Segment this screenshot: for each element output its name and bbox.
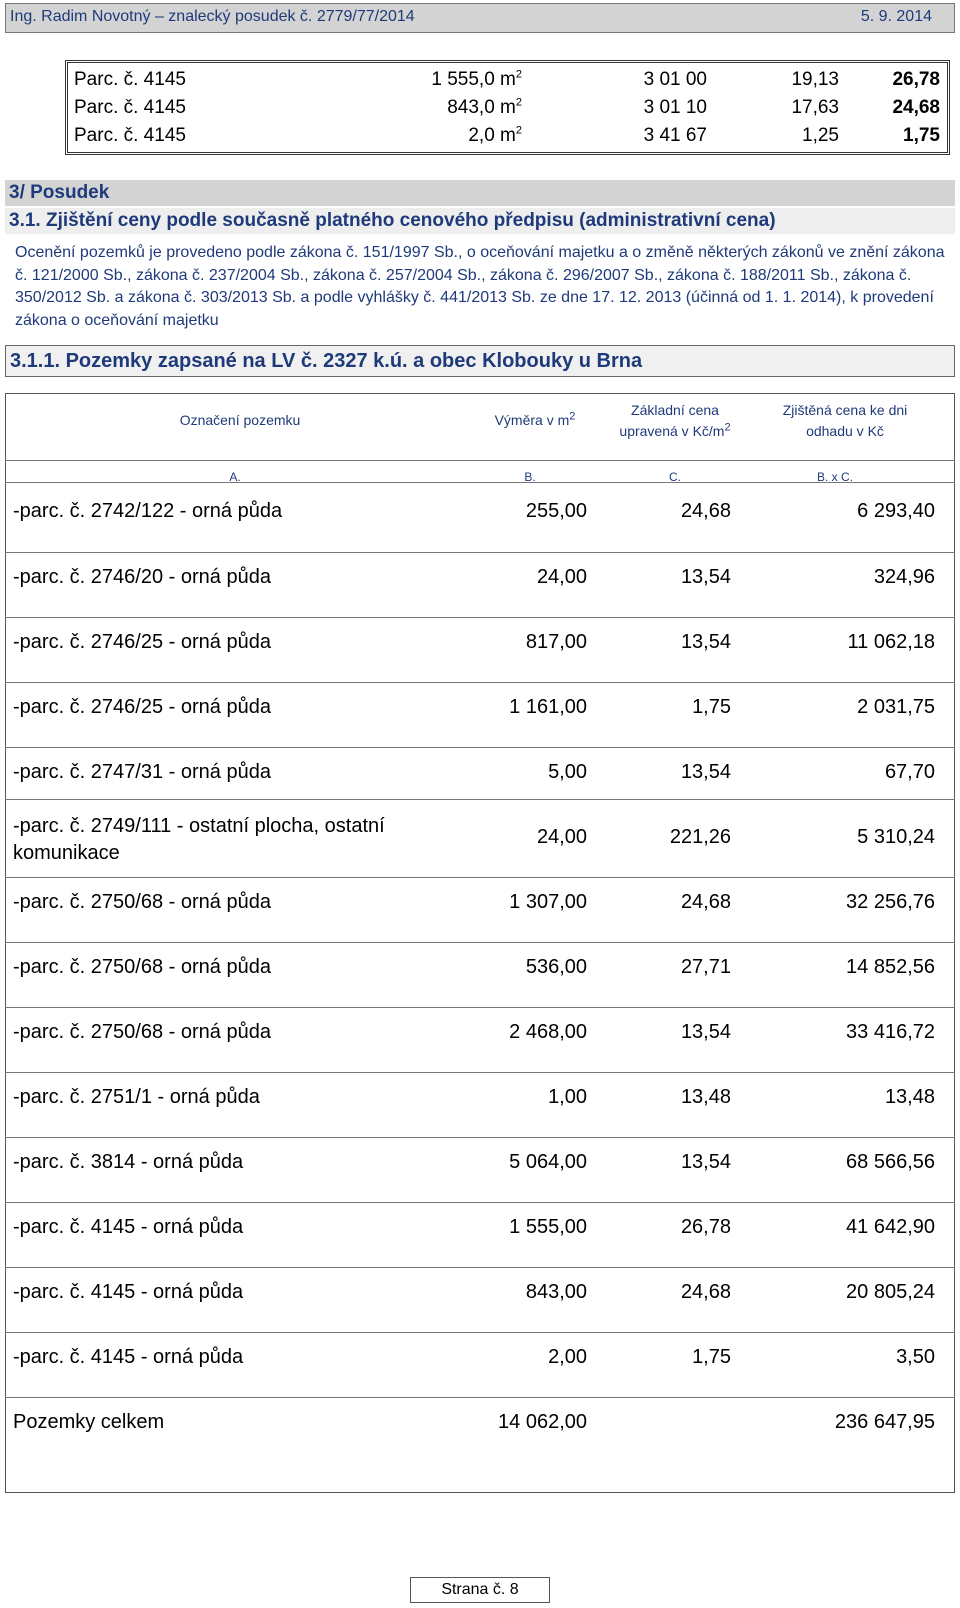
row-name: -parc. č. 4145 - orná půda [13,1346,244,1368]
land-table-frame [5,393,955,1493]
row-name: -parc. č. 2749/111 - ostatní plocha, ostatní komunikace [13,815,385,864]
row-divider [5,1202,955,1203]
row-area: 2 468,00 [509,1021,587,1043]
row-area: 24,00 [536,566,587,588]
section-title: 3/ Posudek [9,182,110,203]
row-name: -parc. č. 2746/25 - orná půda [13,696,271,718]
row-total: 33 416,72 [846,1021,935,1043]
page-number: Strana č. 8 [441,1581,519,1598]
row-total: 11 062,18 [847,631,935,653]
top-c1: 19,13 [791,69,839,90]
row-total: 41 642,90 [846,1216,935,1238]
header-divider [5,460,955,461]
row-area: 2,00 [548,1346,587,1368]
row-price: 24,68 [680,1281,731,1303]
row-total: 324,96 [873,566,935,588]
land-box-title [5,345,955,377]
top-row [68,95,947,123]
top-code: 3 01 00 [643,69,707,90]
row-name: -parc. č. 4145 - orná půda [13,1281,244,1303]
row-price: 13,48 [680,1086,731,1108]
header-title: Ing. Radim Novotný – znalecký posudek č. 2779/77/2014 [10,8,415,25]
row-area: 1 161,00 [509,696,587,718]
row-divider [5,1267,955,1268]
row-divider [5,799,955,800]
row-price: 24,68 [680,500,731,522]
row-price: 1,75 [692,696,731,718]
col-letter-a: A. [229,470,241,484]
row-name: -parc. č. 2746/25 - orná půda [13,631,271,653]
row-divider [5,747,955,748]
top-parcel-table [65,60,950,155]
row-name: -parc. č. 2750/68 - orná půda [13,891,271,913]
subsection-title: 3.1. Zjištění ceny podle současně platného cenového předpisu (administrativní cena) [9,210,776,231]
col-head-name: Označení pozemku [179,412,301,428]
row-total: 5 310,24 [857,826,935,848]
row-name: -parc. č. 2746/20 - orná půda [13,566,271,588]
legal-paragraph: Ocenění pozemků je provedeno podle zákona č. 151/1997 Sb., o oceňování majetku a o změně některých zákonů ve znění zákona č. 121/2000 Sb., zákona č. 237/2004 Sb., zákona č. 257/2004 Sb., zákona č. 296/2007 Sb., zákona č. 188/2011 Sb., zákona č. 350/2012 Sb. a zákona č. 303/2013 Sb. a podle vyhlášky č. 441/2013 Sb. ze dne 17. 12. 2013 (účinná od 1. 1. 2014), k provedení zákona o oceňování majetku [15,244,945,329]
row-area: 5 064,00 [509,1151,587,1173]
row-price: 221,26 [669,826,731,848]
top-code: 3 01 10 [643,97,707,118]
row-price: 13,54 [680,1021,731,1043]
row-name: -parc. č. 2742/122 - orná půda [13,500,283,522]
top-area: 843,0 $m^2$ [447,96,522,118]
row-price: 13,54 [680,631,731,653]
row-price: 13,54 [680,761,731,783]
top-area: 2,0 $m^2$ [468,124,522,146]
row-area: 5,00 [548,761,587,783]
col-head-total: Zjištěná cena ke dni odhadu v Kč [782,402,908,439]
row-total: 3,50 [896,1346,935,1368]
row-divider [5,682,955,683]
row-divider [5,1137,955,1138]
row-area: 1 555,00 [509,1216,587,1238]
row-divider [5,1007,955,1008]
top-name: Parc. č. 4145 [74,69,186,90]
row-price: 1,75 [692,1346,731,1368]
row-price: 27,71 [680,956,731,978]
row-divider [5,617,955,618]
land-title: 3.1.1. Pozemky zapsané na LV č. 2327 k.ú. a obec Klobouky u Brna [10,350,643,372]
row-total: 67,70 [884,761,935,783]
row-name: -parc. č. 4145 - orná půda [13,1216,244,1238]
row-area: 843,00 [525,1281,587,1303]
row-total: 20 805,24 [846,1281,935,1303]
header-date: 5. 9. 2014 [860,8,932,25]
top-row [68,67,947,95]
row-price: 26,78 [680,1216,731,1238]
top-name: Parc. č. 4145 [74,97,186,118]
top-row [68,123,947,151]
row-area: 255,00 [525,500,587,522]
page-footer [410,1577,550,1603]
row-area: 24,00 [536,826,587,848]
row-divider [5,552,955,553]
row-total: 14 852,56 [846,956,935,978]
row-area: 1 307,00 [509,891,587,913]
row-name: -parc. č. 3814 - orná půda [13,1151,244,1173]
subsection-title-bar [5,208,955,234]
row-name: -parc. č. 2747/31 - orná půda [13,761,271,783]
col-letter-bc: B. x C. [816,470,853,484]
row-total: 68 566,56 [846,1151,935,1173]
row-area: 1,00 [548,1086,587,1108]
row-area: 817,00 [525,631,587,653]
row-divider [5,1072,955,1073]
row-total: 2 031,75 [857,696,935,718]
row-divider [5,942,955,943]
row-area: 536,00 [525,956,587,978]
col-head-area: Výměra v $m^2$ [494,410,576,428]
row-name: -parc. č. 2751/1 - orná půda [13,1086,260,1108]
page-header [5,3,955,33]
row-divider [5,1397,955,1398]
row-divider [5,1332,955,1333]
section-title-bar [5,180,955,206]
top-area: 1 555,0 $m^2$ [431,68,522,90]
row-total: 32 256,76 [846,891,935,913]
row-name: -parc. č. 2750/68 - orná půda [13,1021,271,1043]
top-name: Parc. č. 4145 [74,125,186,146]
top-c1: 1,25 [802,125,839,146]
top-code: 3 41 67 [643,125,707,146]
row-divider [5,877,955,878]
col-letter-c: C. [669,470,681,484]
col-letter-b: B. [524,470,536,484]
top-c2: 26,78 [892,69,940,90]
row-price: 13,54 [680,1151,731,1173]
header-divider [5,482,955,483]
col-head-price: Základní cena upravená v $Kč/m^2$ [619,402,731,439]
total-sum: 236 647,95 [834,1411,935,1433]
row-total: 13,48 [884,1086,935,1108]
row-price: 24,68 [680,891,731,913]
row-total: 6 293,40 [857,500,935,522]
top-c2: 24,68 [892,97,940,118]
top-c1: 17,63 [791,97,839,118]
top-c2: 1,75 [903,125,940,146]
row-name: -parc. č. 2750/68 - orná půda [13,956,271,978]
total-name: Pozemky celkem [13,1411,165,1433]
row-price: 13,54 [680,566,731,588]
total-area: 14 062,00 [498,1411,587,1433]
